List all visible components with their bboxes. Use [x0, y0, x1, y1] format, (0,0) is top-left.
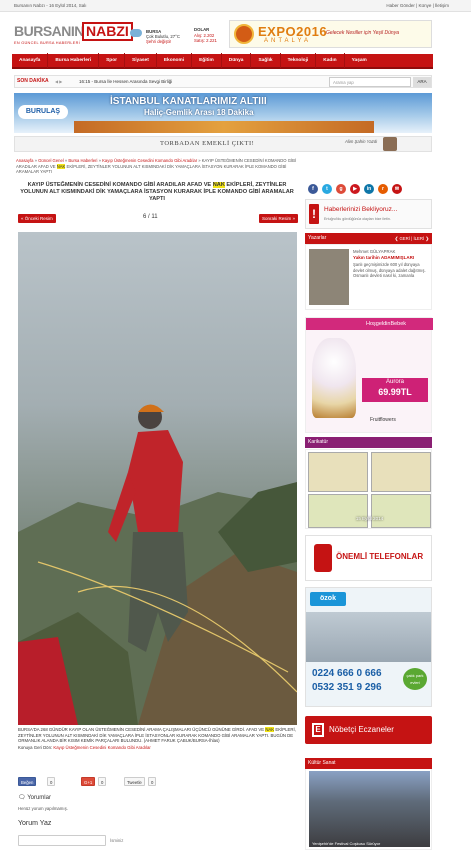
- logo-text-2: NABZI: [82, 22, 133, 41]
- rss-icon[interactable]: r: [378, 184, 388, 194]
- culture-news-image: [309, 771, 430, 847]
- breaking-headline[interactable]: 16:15 - Bursa İle Hessen Arasında Sevgi Birliği: [79, 79, 173, 84]
- nav-item-bursa-haberleri[interactable]: Bursa Haberleri: [48, 53, 99, 68]
- aurora-product: Aurora: [385, 379, 404, 385]
- expo-logo-icon: [234, 24, 254, 44]
- important-phones-box[interactable]: [305, 535, 432, 581]
- expo-city: ANTALYA: [264, 38, 312, 44]
- author-photo: [309, 249, 349, 305]
- logo-text-1: BURSANIN: [14, 23, 84, 39]
- facebook-icon[interactable]: f: [308, 184, 318, 194]
- currency-sell: Satış: 2.221: [194, 38, 217, 43]
- name-input[interactable]: [18, 835, 106, 846]
- pharmacy-label: Nöbetçi Eczaneler: [329, 725, 394, 734]
- culture-news-caption: Yenişehir'de Festival Coşkusu Sürüyor: [312, 841, 381, 846]
- send-news-title: Haberlerinizi Bekliyoruz...: [324, 206, 398, 213]
- cartoon-panel-d: [371, 494, 431, 528]
- nav-item-yasam[interactable]: Yaşam: [351, 58, 367, 63]
- author-headline[interactable]: Yakın tarihin ADAMIMIŞLARI: [353, 255, 415, 260]
- cloud-icon: [130, 29, 142, 37]
- nav-item-siyaset[interactable]: Siyaset: [125, 53, 157, 68]
- cartoon-panel-c: [308, 494, 368, 528]
- pharmacy-icon: E: [312, 723, 324, 737]
- comments-empty-text: Henüz yorum yapılmamış.: [18, 806, 68, 811]
- google-plus-icon[interactable]: g: [336, 184, 346, 194]
- important-phones-label: ÖNEMLİ TELEFONLAR: [336, 552, 424, 561]
- expo-slogan: Gelecek Nesiller için Yeşil Dünya: [326, 30, 399, 36]
- nav-item-ekonomi[interactable]: Ekonomi: [157, 53, 192, 68]
- columnist-banner[interactable]: [14, 136, 432, 152]
- aurora-price-box: [362, 378, 428, 402]
- nav-item-spor[interactable]: Spor: [99, 53, 125, 68]
- top-bar: [0, 0, 471, 12]
- fruitflowers-brand: Fruitflowers: [370, 417, 396, 423]
- cartoon-panel-a: [308, 452, 368, 492]
- currency-buy: Alış: 2.202: [194, 32, 215, 38]
- expo-title: EXPO2016: [258, 24, 328, 39]
- nav-item-teknoloji[interactable]: Teknoloji: [281, 53, 317, 68]
- caption-highlight: NAK: [265, 727, 275, 732]
- weather-desc: Çok Bulutlu, 27°C: [146, 34, 180, 39]
- title-highlight: NAK: [212, 182, 225, 188]
- back-label: Konuya Geri Dön:: [18, 744, 53, 750]
- calikpark-badge: çalık park evleri: [403, 668, 427, 690]
- banner2-signature: Alim Şahin Yazdı: [345, 139, 378, 144]
- breaking-arrows-icon[interactable]: ◀ ▶: [55, 79, 63, 84]
- author-excerpt: Şanlı geçmişimizde 600 yıl dünyaya devlet olmuş, dünyaya adalet dağıtmış. Osmanlı devleti nasıl ki, zamanla: [353, 262, 426, 279]
- bridge-graphic: [74, 121, 374, 133]
- back-link[interactable]: Kayıp Üsteğmenin Cesedini Komando Gibi Aradılar: [53, 744, 151, 750]
- authors-nav[interactable]: ❮ GERİ | İLERİ ❯: [394, 236, 429, 241]
- pharmacy-on-duty-button[interactable]: [305, 716, 432, 744]
- comment-icon: 🗨: [18, 795, 26, 801]
- next-image-button[interactable]: Sonraki Resim »: [259, 214, 298, 223]
- send-news-sub: Ertuğrul'du gördüğünüz olayları bize iletin.: [324, 217, 391, 221]
- share-bar: [18, 777, 178, 787]
- banner1-line1: İSTANBUL KANATLARIMIZ ALTIII: [110, 96, 267, 107]
- culture-news-box[interactable]: [305, 769, 432, 850]
- gallery-photo[interactable]: [18, 232, 297, 725]
- twitter-icon[interactable]: t: [322, 184, 332, 194]
- image-counter: 6 / 11: [143, 214, 158, 220]
- breadcrumb-highlight: NAK: [56, 163, 66, 169]
- facebook-count: 0: [47, 777, 55, 786]
- ozok-phone-1: 0224 666 0 666: [312, 668, 382, 679]
- breaking-news-bar: [14, 75, 432, 88]
- site-logo[interactable]: [14, 23, 129, 48]
- breadcrumb: Anasayfa » Güncel Genel » Bursa Haberleri » Kayıp Üsteğmenin Cesedini Komando Gibi Aradılar » KAYIP ÜSTEĞMENİN CESEDİNİ KOMANDO GİBİ ARADILAR AFAD VE NAK EKİPLERİ, ZEYTİNLER YOLUNUN ALT KISMINDAKİ DİK YAMAÇLARA İSTASYON KURARAK İPLE KOMANDO GİBİ ARAMALAR YAPTI: [16, 158, 297, 174]
- rescue-photo-image: [18, 232, 297, 725]
- cartoon-panel-b: [371, 452, 431, 492]
- ozok-logo: özok: [310, 592, 346, 606]
- weather-widget: [130, 27, 190, 49]
- comment-form-title: Yorum Yaz: [18, 820, 52, 827]
- author-name: Mehmet GÜLYAPRAK: [353, 249, 396, 254]
- comments-heading: 🗨 Yorumlar: [18, 795, 51, 801]
- burulas-banner-ad[interactable]: [14, 93, 432, 133]
- currency-widget: [194, 27, 228, 49]
- exclamation-icon: !: [309, 204, 319, 224]
- social-icons: [308, 184, 430, 198]
- linkedin-icon[interactable]: in: [364, 184, 374, 194]
- breadcrumb-subcategory[interactable]: Bursa Haberleri: [68, 158, 98, 163]
- karikatur-date: 15 Eylül 2014: [355, 516, 384, 521]
- breadcrumb-gallery[interactable]: Kayıp Üsteğmenin Cesedini Komando Gibi Aradılar: [102, 158, 198, 163]
- gplus-button[interactable]: G+1: [81, 777, 95, 786]
- breadcrumb-current: » KAYIP ÜSTEĞMENİN CESEDİNİ KOMANDO GİBİ ARADILAR AFAD VE: [16, 158, 297, 169]
- nav-item-egitim[interactable]: Eğitim: [192, 53, 222, 68]
- banner2-headline: TORBADAN EMEKLİ ÇIKTI!: [160, 140, 255, 147]
- tweet-count: 0: [148, 777, 156, 786]
- ozok-ad[interactable]: [305, 587, 432, 707]
- nav-item-kadin[interactable]: Kadın: [316, 53, 344, 68]
- facebook-like-button[interactable]: Beğen: [18, 777, 36, 786]
- send-news-box[interactable]: [305, 199, 432, 229]
- culture-header: Kültür Sanat: [305, 758, 432, 769]
- youtube-icon[interactable]: ▶: [350, 184, 360, 194]
- site-date: Bursanın Nabzı - 16 Eylül 2014, Salı: [14, 3, 87, 8]
- burulas-logo: BURULAŞ: [18, 105, 68, 119]
- main-nav: [12, 54, 433, 69]
- bebek-title: HoşgeldinBebek: [306, 318, 433, 330]
- search-input[interactable]: Arama yap: [329, 77, 411, 87]
- aurora-price: 69.99TL: [378, 387, 412, 397]
- article-title: KAYIP ÜSTEĞMENİN CESEDİNİ KOMANDO GİBİ ARADILAR AFAD VE NAK EKİPLERİ, ZEYTİNLER YOLUNUN ALT KISMINDAKİ DİK YAMAÇLARA İSTASYON KURARAK İPLE KOMANDO GİBİ ARAMALAR YAPTI: [20, 182, 294, 202]
- logo-tagline: EN GÜNCEL BURSA HABERLERİ: [14, 41, 81, 45]
- gallery-pager: [18, 214, 298, 228]
- nav-item-saglik[interactable]: Sağlık: [251, 53, 280, 68]
- weather-city: BURSA: [146, 29, 162, 34]
- karikatur-header: Karikatür: [305, 437, 432, 448]
- currency-title: DOLAR: [194, 27, 210, 32]
- author-card[interactable]: [305, 244, 432, 310]
- photo-caption: BURSA'DA 268 GÜNDÜR KAYIP OLAN ÜSTEĞMENİN CESEDİNİ ARAMA ÇALIŞMALARI ÜÇÜNCÜ GÜNÜNE GİRDİ. AFAD VE NAK EKİPLERİ, ZEYTİNLER YOLUNUN ALT KISMINDAKİ DİK YAMAÇLARA İPLE İSTASYONLAR KURARAK KOMANDO GİBİ ARAMALAR YAPTI. BUGÜN DE ORMANLIK ALANDA BİR KISIM KEMİK PARÇALARI BULUNDU. (AHMET FARUK ÇABUK/BURSA-İhlas) Konuya Geri Dön: Kayıp Üsteğmenin Cesedini Komando Gibi Aradılar: [18, 727, 296, 750]
- columnist-photo: [383, 137, 397, 151]
- weather-change-link[interactable]: Şehri değiştir: [146, 39, 172, 44]
- breaking-tag: SON DAKİKA: [17, 78, 49, 84]
- nav-item-dunya[interactable]: Dünya: [222, 53, 252, 68]
- top-links[interactable]: Haber Gönder | Künye | İletişim: [386, 3, 449, 8]
- building-image: [306, 612, 432, 662]
- karikatur-image[interactable]: [305, 449, 432, 529]
- tweet-button[interactable]: Tweetle: [124, 777, 145, 786]
- flower-bouquet-image: [312, 338, 356, 418]
- expo-banner-ad[interactable]: [229, 20, 432, 48]
- phone-icon: [314, 544, 332, 572]
- mail-icon[interactable]: ✉: [392, 184, 402, 194]
- gplus-count: 0: [98, 777, 106, 786]
- ozok-phone-2: 0532 351 9 296: [312, 682, 382, 693]
- search-button[interactable]: ARA: [413, 77, 431, 87]
- breadcrumb-home[interactable]: Anasayfa: [16, 158, 34, 163]
- breadcrumb-category[interactable]: Güncel Genel: [38, 158, 64, 163]
- authors-header: Yazarlar ❮ GERİ | İLERİ ❯: [305, 233, 432, 244]
- banner1-line2: Haliç-Gemlik Arası 18 Dakika: [144, 108, 254, 117]
- prev-image-button[interactable]: « Önceki Resim: [18, 214, 56, 223]
- bebek-ad[interactable]: [305, 317, 432, 433]
- name-label: İsminiz: [110, 838, 124, 843]
- nav-item-anasayfa[interactable]: Anasayfa: [12, 53, 48, 68]
